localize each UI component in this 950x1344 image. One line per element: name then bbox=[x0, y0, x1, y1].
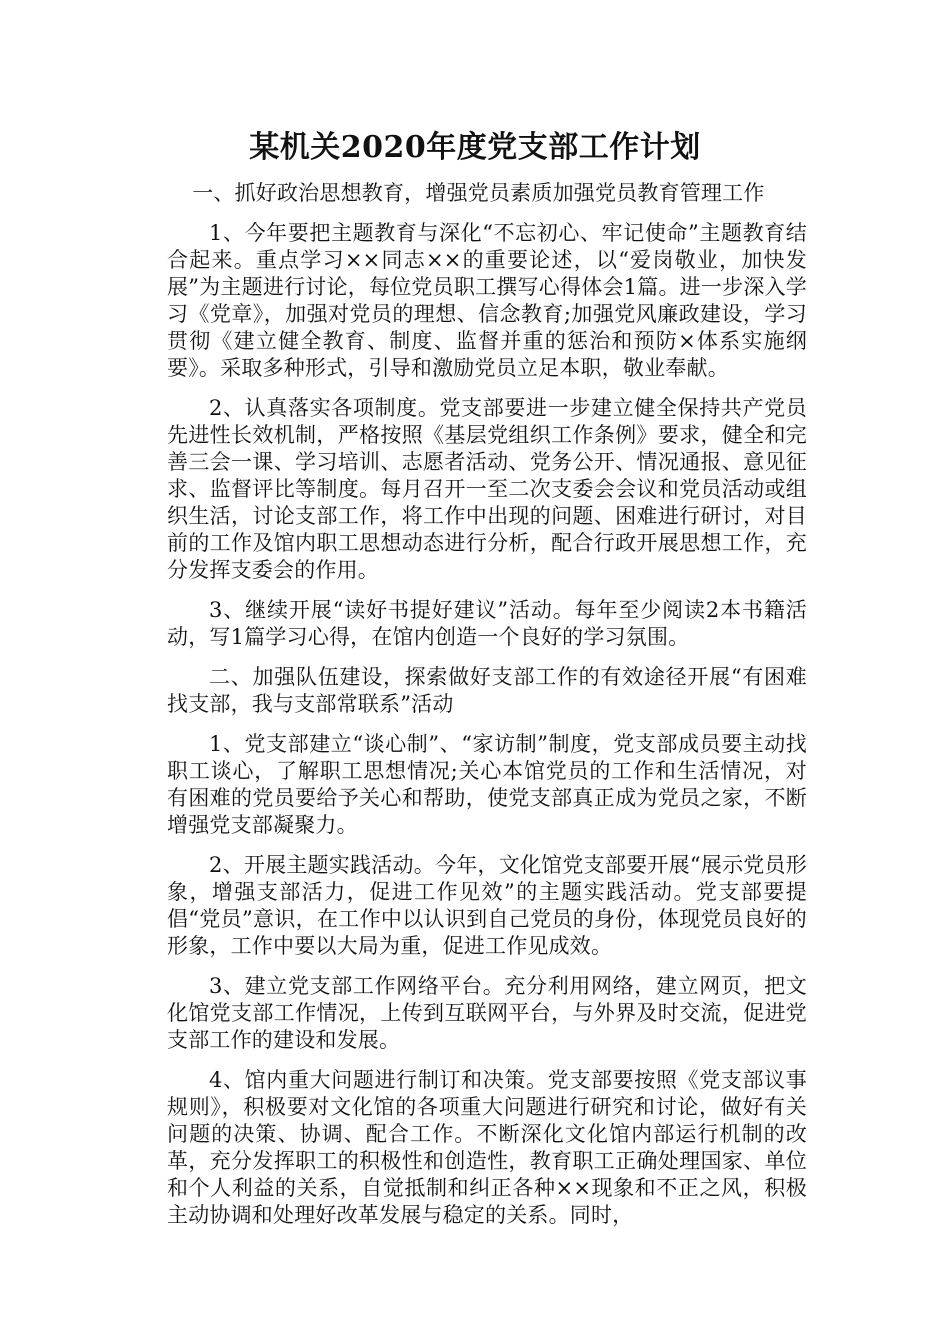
paragraph-2-4: 4、馆内重大问题进行制订和决策。党支部要按照《党支部议事规则》，积极要对文化馆的各项重大问题进行研究和讨论，做好有关问题的决策、协调、配合工作。不断深化文化馆内部运行机制的改革，充分发挥职工的积极性和创造性，教育职工正确处理国家、单位和个人利益的关系，自觉抵制和纠正各种××现象和不正之风，积极主动协调和处理好改革发展与稳定的关系。同时， bbox=[167, 1068, 807, 1227]
paragraph-1-2: 2、认真落实各项制度。党支部要进一步建立健全保持共产党员先进性长效机制，严格按照《基层党组织工作条例》要求，健全和完善三会一课、学习培训、志愿者活动、党务公开、情况通报、意见征求、监督评比等制度。每月召开一至二次支委会会议和党员活动或组织生活，讨论支部工作，将工作中出现的问题、困难进行研讨，对目前的工作及馆内职工思想动态进行分析，配合行政开展思想工作，充分发挥支委会的作用。 bbox=[167, 396, 807, 582]
paragraph-1-3: 3、继续开展“读好书提好建议”活动。每年至少阅读2本书籍活动，写1篇学习心得，在馆内创造一个良好的学习氛围。 bbox=[167, 598, 807, 649]
section-heading-2: 二、加强队伍建设，探索做好支部工作的有效途径开展“有困难找支部，我与支部常联系”活动 bbox=[167, 665, 807, 716]
document-title: 某机关2020年度党支部工作计划 bbox=[249, 130, 701, 165]
section-heading-1: 一、抓好政治思想教育，增强党员素质加强党员教育管理工作 bbox=[192, 181, 765, 205]
paragraph-1-1: 1、今年要把主题教育与深化“不忘初心、牢记使命”主题教育结合起来。重点学习××同志××的重要论述，以“爱岗敬业，加快发展”为主题进行讨论，每位党员职工撰写心得体会1篇。进一步深入学习《党章》，加强对党员的理想、信念教育;加强党风廉政建设，学习贯彻《建立健全教育、制度、监督并重的惩治和预防×体系实施纲要》。采取多种形式，引导和激励党员立足本职，敬业奉献。 bbox=[167, 221, 807, 380]
paragraph-2-1: 1、党支部建立“谈心制”、“家访制”制度，党支部成员要主动找职工谈心，了解职工思想情况;关心本馆党员的工作和生活情况，对有困难的党员要给予关心和帮助，使党支部真正成为党员之家，不断增强党支部凝聚力。 bbox=[167, 732, 807, 837]
paragraph-2-3: 3、建立党支部工作网络平台。充分利用网络，建立网页，把文化馆党支部工作情况，上传到互联网平台，与外界及时交流，促进党支部工作的建设和发展。 bbox=[167, 974, 807, 1052]
paragraph-2-2: 2、开展主题实践活动。今年，文化馆党支部要开展“展示党员形象，增强支部活力，促进工作见效”的主题实践活动。党支部要提倡“党员”意识，在工作中以认识到自己党员的身份，体现党员良好的形象，工作中要以大局为重，促进工作见成效。 bbox=[167, 853, 807, 958]
document-body bbox=[167, 180, 807, 1229]
